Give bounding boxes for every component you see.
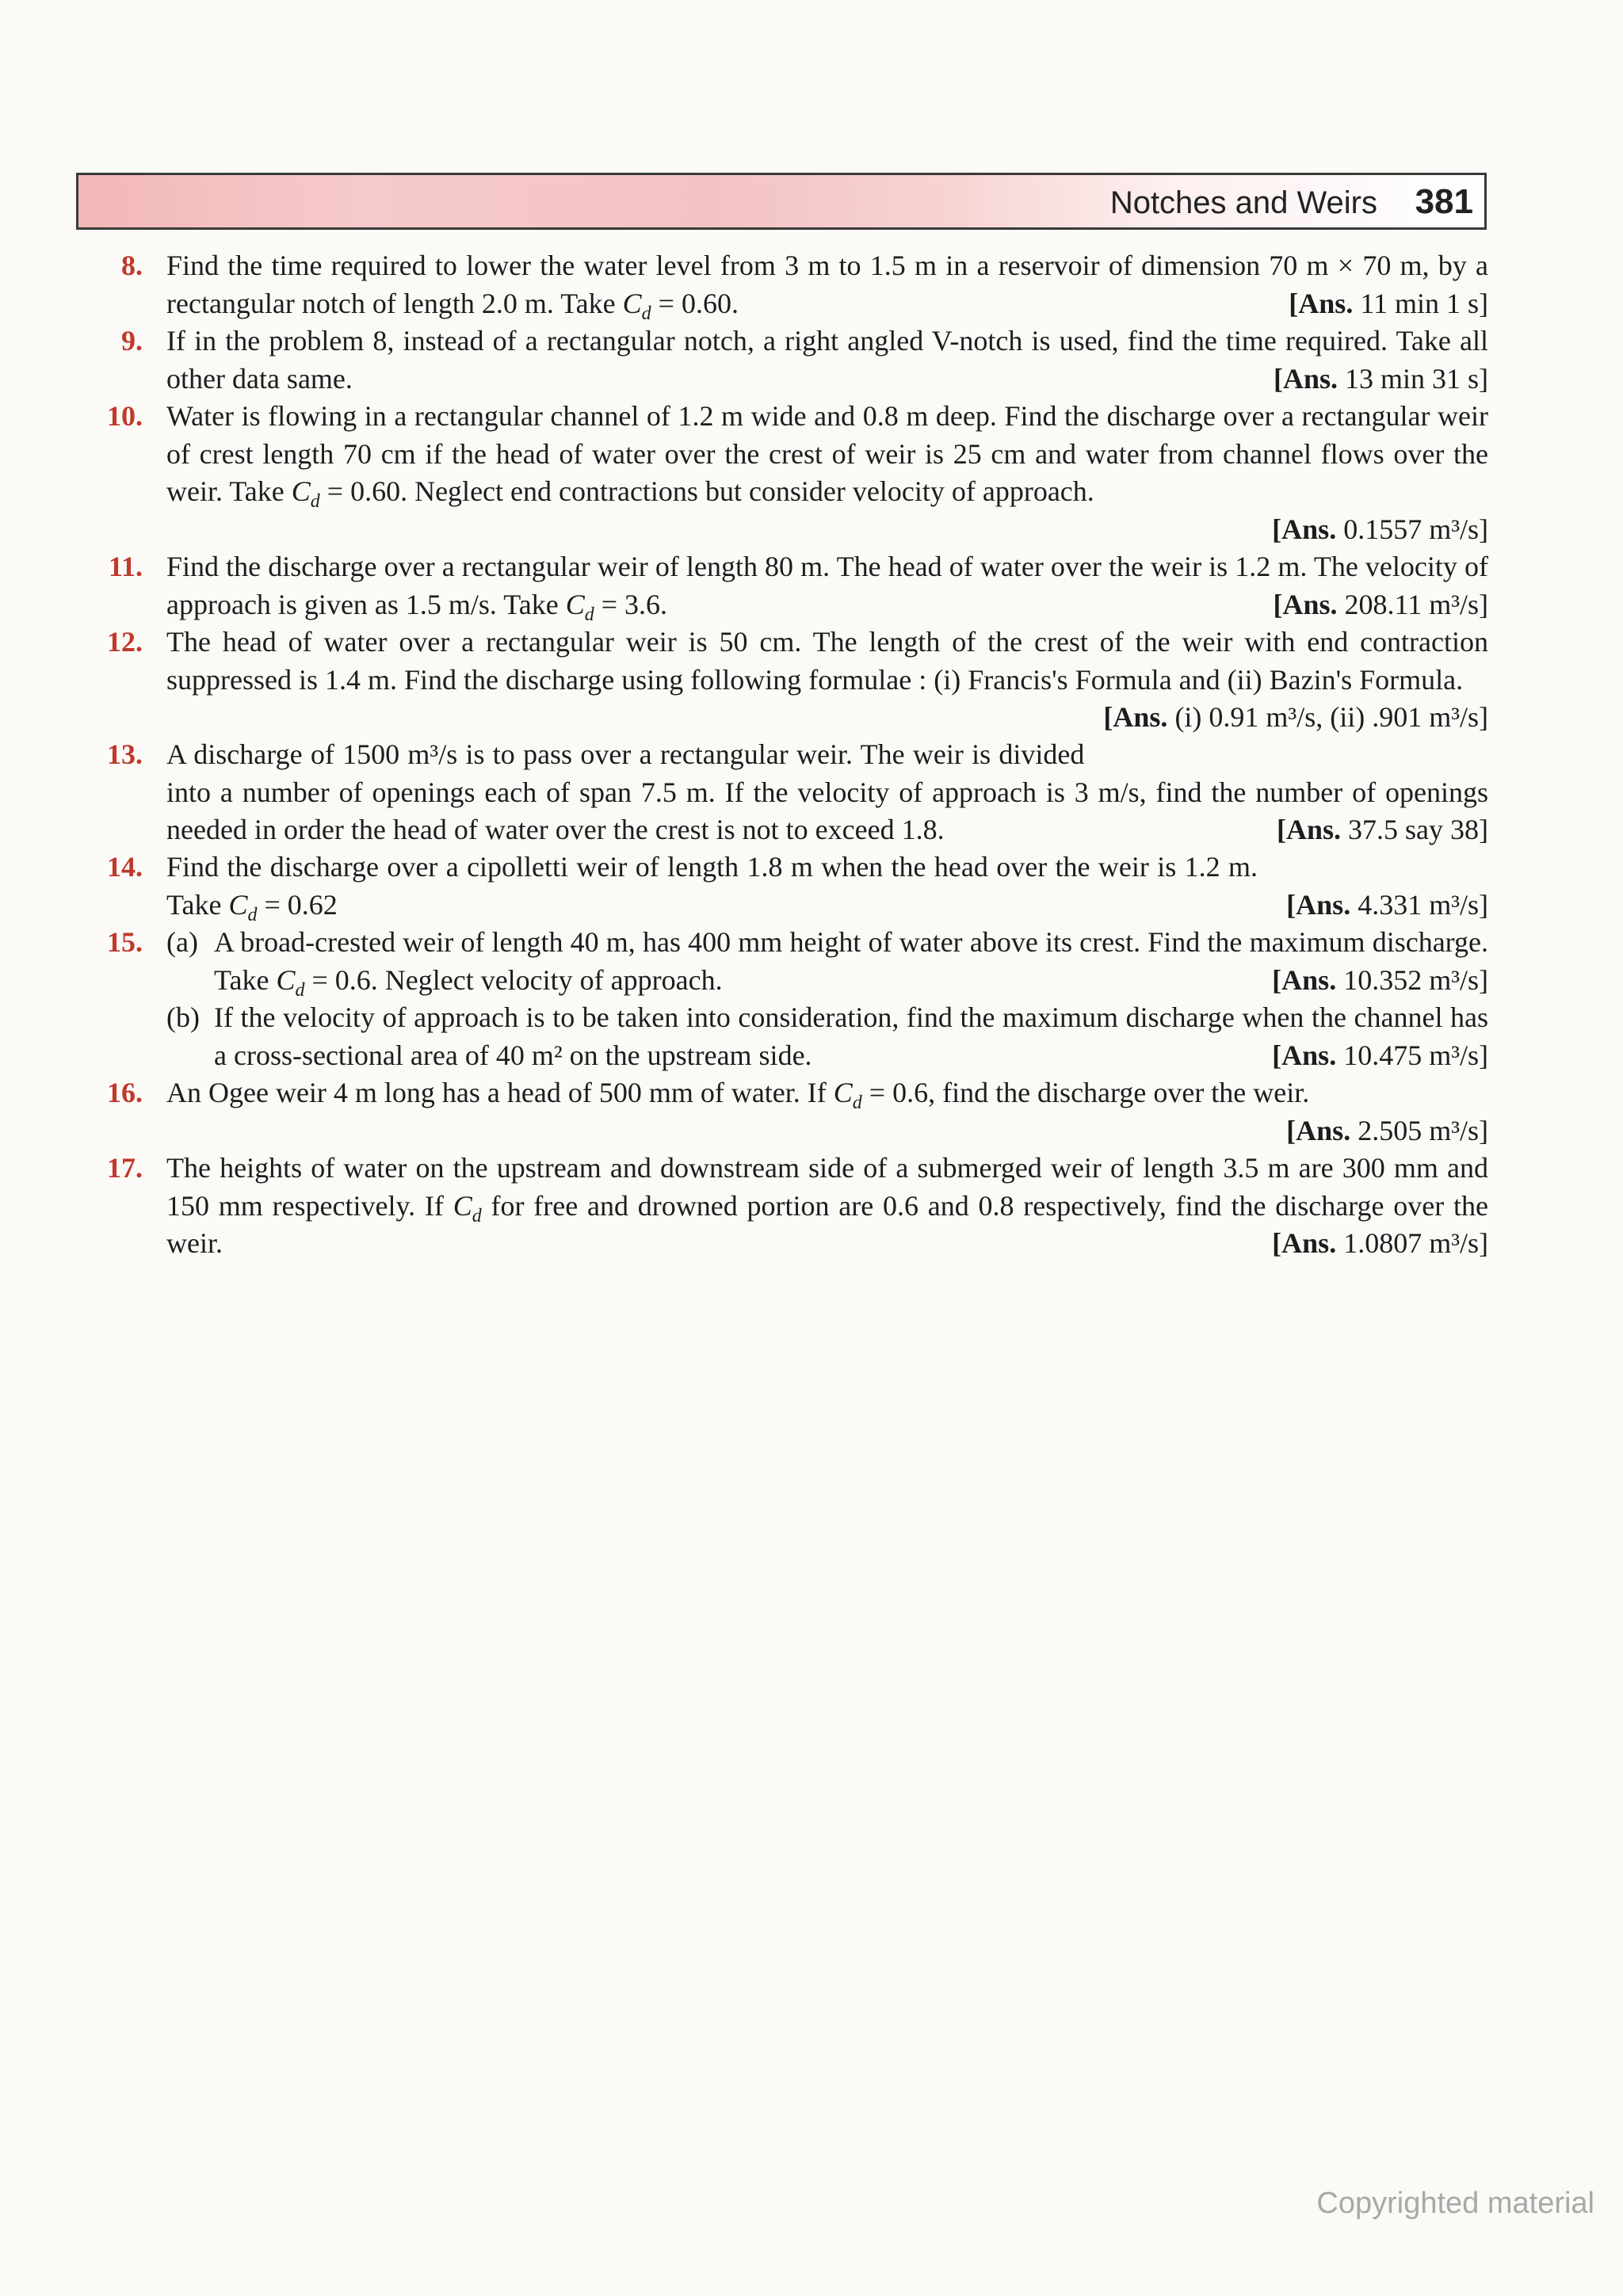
answer-label: [Ans. <box>1272 963 1337 996</box>
part-label: (b) <box>166 1001 200 1033</box>
answer <box>1274 586 1489 624</box>
question-text: If the velocity of approach is to be taken into consideration, find the maximum discharge when the channel has a cross-sectional area of 40 m² on the upstream side. <box>214 1001 1488 1071</box>
answer-label: [Ans. <box>1273 588 1338 620</box>
answer-value: 1.0807 m³/s] <box>1343 1227 1488 1259</box>
answer <box>1286 887 1488 925</box>
problem-text <box>166 548 1488 624</box>
problem-number: 8. <box>121 250 143 281</box>
answer <box>166 511 1488 549</box>
page-number: 381 <box>1415 182 1473 221</box>
running-header <box>76 173 1487 230</box>
answer-label: [Ans. <box>1272 1227 1337 1259</box>
problem-number: 13. <box>107 738 143 770</box>
answer-value: 4.331 m³/s] <box>1358 888 1488 921</box>
problem-17 <box>0 1150 1623 1262</box>
problem-16 <box>0 1074 1623 1150</box>
answer-label: [Ans. <box>1103 701 1168 733</box>
problem-number: 10. <box>107 400 143 432</box>
answer-value: 208.11 m³/s] <box>1344 588 1488 620</box>
problem-9 <box>0 322 1623 398</box>
question-text: Water is flowing in a rectangular channel of 1.2 m wide and 0.8 m deep. Find the discharge over a rectangular weir of crest length 70 cm if the head of water over the crest of weir is 25 cm and water from channel flows over the weir. Take $C_d = 0.60$. Neglect end contractions but consider velocity of approach. <box>166 400 1488 513</box>
problem-text <box>166 1074 1488 1150</box>
question-text: Find the discharge over a cipolletti weir of length 1.8 m when the head over the weir is 1.2 m. Take $C_d = 0.62$ <box>166 851 1258 925</box>
answer <box>1272 962 1488 1000</box>
answer-label: [Ans. <box>1289 287 1354 319</box>
question-text: The head of water over a rectangular weir is 50 cm. The length of the crest of the weir with end contraction suppressed is 1.4 m. Find the discharge using following formulae : (i) Francis's Formula and (ii) Bazin's Formula. <box>166 626 1488 696</box>
problem-text <box>166 247 1488 322</box>
problem-text <box>166 849 1488 924</box>
answer <box>1103 699 1488 737</box>
answer <box>1272 1037 1488 1075</box>
answer-value: 13 min 31 s] <box>1344 362 1488 395</box>
chapter-title: Notches and Weirs <box>1109 185 1377 220</box>
answer-value: 2.505 m³/s] <box>1358 1114 1488 1146</box>
problem-part-b <box>166 999 1488 1074</box>
problem-text <box>166 1150 1488 1263</box>
answer <box>1274 360 1488 399</box>
question-text: Find the discharge over a rectangular weir of length 80 m. The head of water over the weir is 1.2 m. The velocity of approach is given as 1.5 m/s. Take $C_d = 3.6$. <box>166 551 1488 625</box>
answer-label: [Ans. <box>1273 362 1338 395</box>
problem-number: 12. <box>107 626 143 658</box>
answer <box>166 1112 1488 1150</box>
answer <box>1272 1225 1488 1263</box>
answer-value: 37.5 say 38] <box>1348 814 1488 845</box>
problem-14 <box>0 849 1623 924</box>
problem-text <box>166 624 1488 733</box>
problem-12 <box>0 624 1623 736</box>
question-text: A discharge of 1500 m³/s is to pass over a rectangular weir. The weir is divided into a number of openings each of span 7.5 m. If the velocity of approach is 3 m/s, find the number of openings needed in order the head of water over the crest is not to exceed 1.8. <box>166 738 1488 845</box>
answer-label: [Ans. <box>1276 814 1342 845</box>
problem-15 <box>0 924 1623 1074</box>
answer-value: 0.1557 m³/s] <box>1343 513 1488 545</box>
problem-10 <box>0 398 1623 548</box>
problem-number: 17. <box>107 1152 143 1184</box>
part-text <box>214 924 1488 999</box>
question-text: An Ogee weir 4 m long has a head of 500 mm of water. If $C_d = 0.6$, find the discharge over the weir. <box>166 1077 1310 1114</box>
question-text: If in the problem 8, instead of a rectangular notch, a right angled V-notch is used, find the time required. Take all other data same. <box>166 325 1488 395</box>
answer-value: 10.475 m³/s] <box>1343 1039 1488 1071</box>
answer <box>1277 811 1488 849</box>
problem-number: 11. <box>108 551 143 582</box>
answer-value: 10.352 m³/s] <box>1343 963 1488 996</box>
problem-part-a <box>166 924 1488 999</box>
problem-number: 9. <box>121 325 143 357</box>
problem-number: 15. <box>107 926 143 958</box>
problem-13 <box>0 736 1623 849</box>
answer-label: [Ans. <box>1272 1039 1337 1071</box>
problem-text <box>166 322 1488 398</box>
answer-label: [Ans. <box>1272 513 1337 545</box>
problem-number: 14. <box>107 851 143 883</box>
problem-list <box>0 247 1623 1263</box>
answer-label: [Ans. <box>1286 888 1351 921</box>
answer-value: (i) 0.91 m³/s, (ii) .901 m³/s] <box>1174 701 1488 733</box>
question-text: A broad-crested weir of length 40 m, has 400 mm height of water above its crest. Find the maximum discharge. Take $C_d = 0.6$. Neglect velocity of approach. <box>214 926 1488 1001</box>
answer <box>1289 285 1488 323</box>
answer-label: [Ans. <box>1286 1114 1351 1146</box>
part-label: (a) <box>166 926 198 958</box>
problem-text <box>166 398 1488 548</box>
problem-text <box>166 736 1488 849</box>
problem-number: 16. <box>107 1077 143 1108</box>
question-text: Find the time required to lower the water level from 3 m to 1.5 m in a reservoir of dimension 70 m × 70 m, by a rectangular notch of length 2.0 m. Take $C_d = 0.60$. <box>166 250 1488 324</box>
problem-text <box>166 924 1488 1074</box>
question-text: The heights of water on the upstream and downstream side of a submerged weir of length 3.5 m are 300 mm and 150 mm respectively. If $C_d$ for free and drowned portion are 0.6 and 0.8 respectively, find the discharge over the weir. <box>166 1152 1489 1259</box>
part-text <box>214 999 1488 1074</box>
problem-11 <box>0 548 1623 624</box>
answer-value: 11 min 1 s] <box>1360 287 1488 319</box>
copyright-watermark: Copyrighted material <box>1316 2187 1594 2220</box>
problem-8 <box>0 247 1623 322</box>
